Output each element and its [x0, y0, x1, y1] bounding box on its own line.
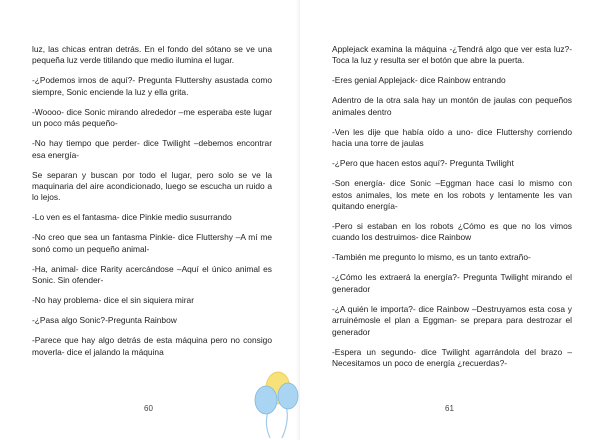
paragraph: -También me pregunto lo mismo, es un tanto extraño- [332, 252, 531, 263]
paragraph: -Son energía- dice Sonic –Eggman hace casi lo mismo con estos animales, los mete en los robots y lentamente les van quitando energía- [332, 178, 572, 212]
balloon-blue [278, 383, 298, 409]
paragraph: -Lo ven es el fantasma- dice Pinkie medio susurrando [32, 212, 232, 223]
balloon-cutie-mark-icon [246, 360, 300, 440]
paragraph: -Espera un segundo- dice Twilight agarrándola del brazo –Necesitamos un poco de energía ¿recuerdas?- [332, 346, 572, 369]
paragraph: -No hay problema- dice el sin siquiera mirar [32, 295, 194, 306]
paragraph: -¿Podemos irnos de aquí?- Pregunta Fluttershy asustada como siempre, Sonic enciende la luz y ella grita. [32, 75, 272, 97]
paragraph: -Ven les dije que había oído a uno- dice Fluttershy corriendo hacia una torre de jaulas [332, 126, 572, 149]
paragraph: Adentro de la otra sala hay un montón de jaulas con pequeños animales dentro [332, 95, 572, 117]
balloon-string [266, 412, 270, 438]
paragraph: -No hay tiempo que perder- dice Twilight –debemos encontrar esa energía- [32, 138, 272, 160]
paragraph: Se separan y buscan por todo el lugar, pero solo se ve la maquinaria del aire acondicionado, luego se escucha un ruido a lo lejos. [32, 169, 272, 203]
page-number-right: 61 [445, 404, 454, 413]
balloon-string [282, 406, 287, 438]
page-number-left: 60 [144, 404, 153, 413]
paragraph: -¿Cómo les extraerá la energía?- Pregunta Twilight mirando el generador [332, 272, 572, 294]
paragraph: -¿Pasa algo Sonic?-Pregunta Rainbow [32, 315, 177, 326]
paragraph: -¿A quién le importa?- dice Rainbow –Destruyamos esta cosa y arruinémosle el plan a Eggman- se prepara para destrozar el generador [332, 303, 572, 337]
right-page [300, 0, 600, 440]
paragraph: -Pero si estaban en los robots ¿Cómo es que no los vimos cuando los destruimos- dice Rainbow [332, 221, 572, 243]
paragraph: -Woooo- dice Sonic mirando alrededor –me esperaba este lugar un poco más pequeño- [32, 106, 272, 129]
left-page-text [32, 44, 272, 367]
paragraph: -Eres genial Applejack- dice Rainbow entrando [332, 75, 506, 86]
balloon-blue [255, 386, 277, 414]
paragraph: -No creo que sea un fantasma Pinkie- dice Fluttershy –A mí me sonó como un pequeño animal- [32, 232, 272, 254]
paragraph: -¿Pero que hacen estos aquí?- Pregunta Twilight [332, 158, 514, 169]
right-page-text [332, 44, 572, 378]
paragraph: -Parece que hay algo detrás de esta máquina pero no consigo moverla- dice el jalando la máquina [32, 335, 272, 357]
paragraph: luz, las chicas entran detrás. En el fondo del sótano se ve una pequeña luz verde titilando que medio ilumina el lugar. [32, 44, 272, 66]
paragraph: -Ha, animal- dice Rarity acercándose –Aquí el único animal es Sonic. Sin ofender- [32, 263, 272, 286]
paragraph: Applejack examina la máquina -¿Tendrá algo que ver esta luz?- Toca la luz y resulta ser el botón que abre la puerta. [332, 44, 572, 66]
